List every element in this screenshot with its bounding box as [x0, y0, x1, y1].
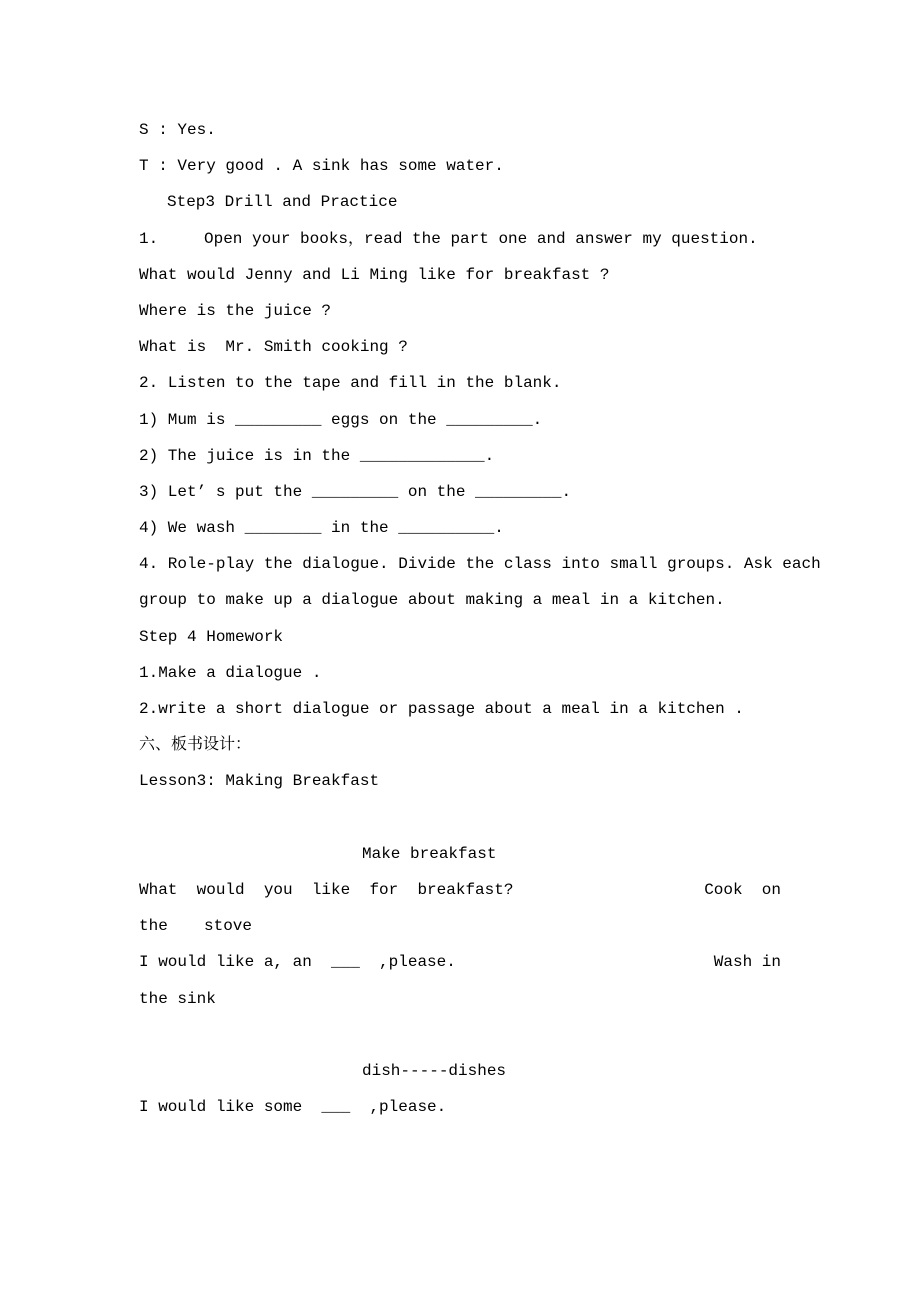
section-heading: 六、板书设计：	[139, 736, 252, 755]
list-text: Open your books，read the part one and answer my question.	[204, 229, 758, 248]
lesson-title: Lesson3: Making Breakfast	[139, 772, 380, 791]
homework-item: 1.Make a dialogue .	[139, 663, 322, 682]
document-page	[139, 112, 821, 1125]
step-heading: Step 4 Homework	[139, 627, 284, 646]
board-text: Cook on	[704, 880, 781, 899]
list-item-continued: group to make up a dialogue about making a meal in a kitchen.	[139, 591, 725, 610]
list-number: 1.	[139, 229, 159, 248]
board-text: Wash in	[713, 953, 781, 972]
board-text: the sink	[139, 989, 216, 1008]
board-row	[139, 944, 781, 980]
board-row	[139, 908, 781, 944]
board-text: What would you like for breakfast?	[139, 880, 514, 899]
homework-item: 2.write a short dialogue or passage about a meal in a kitchen .	[139, 700, 744, 718]
list-item: 2. Listen to the tape and fill in the blank.	[139, 374, 562, 393]
board-text: I would like a, an ___ ,please.	[139, 953, 456, 972]
fill-blank: 4) We wash ________ in the __________.	[139, 519, 504, 538]
board-heading: Make breakfast	[362, 844, 497, 863]
question: What is Mr. Smith cooking ?	[139, 338, 408, 357]
blank-line	[139, 1017, 781, 1053]
blank-line	[139, 800, 781, 836]
fill-blank: 2) The juice is in the _____________.	[139, 446, 495, 465]
list-item: 4. Role-play the dialogue. Divide the class into small groups. Ask each	[139, 555, 821, 574]
board-row	[139, 872, 781, 908]
board-text: stove	[204, 917, 253, 936]
dialogue-line: T : Very good . A sink has some water.	[139, 157, 504, 176]
fill-blank: 1) Mum is _________ eggs on the _________.	[139, 410, 543, 429]
fill-blank: 3) Let’ s put the _________ on the _________.	[139, 482, 572, 501]
board-text: I would like some ___ ,please.	[139, 1098, 447, 1117]
list-item	[139, 221, 781, 257]
dialogue-line: S : Yes.	[139, 121, 216, 139]
question: What would Jenny and Li Ming like for breakfast ?	[139, 265, 610, 284]
step-heading: Step3 Drill and Practice	[167, 193, 398, 212]
board-text: the	[139, 917, 168, 936]
board-heading: dish-----dishes	[362, 1061, 507, 1080]
question: Where is the juice ?	[139, 301, 332, 320]
